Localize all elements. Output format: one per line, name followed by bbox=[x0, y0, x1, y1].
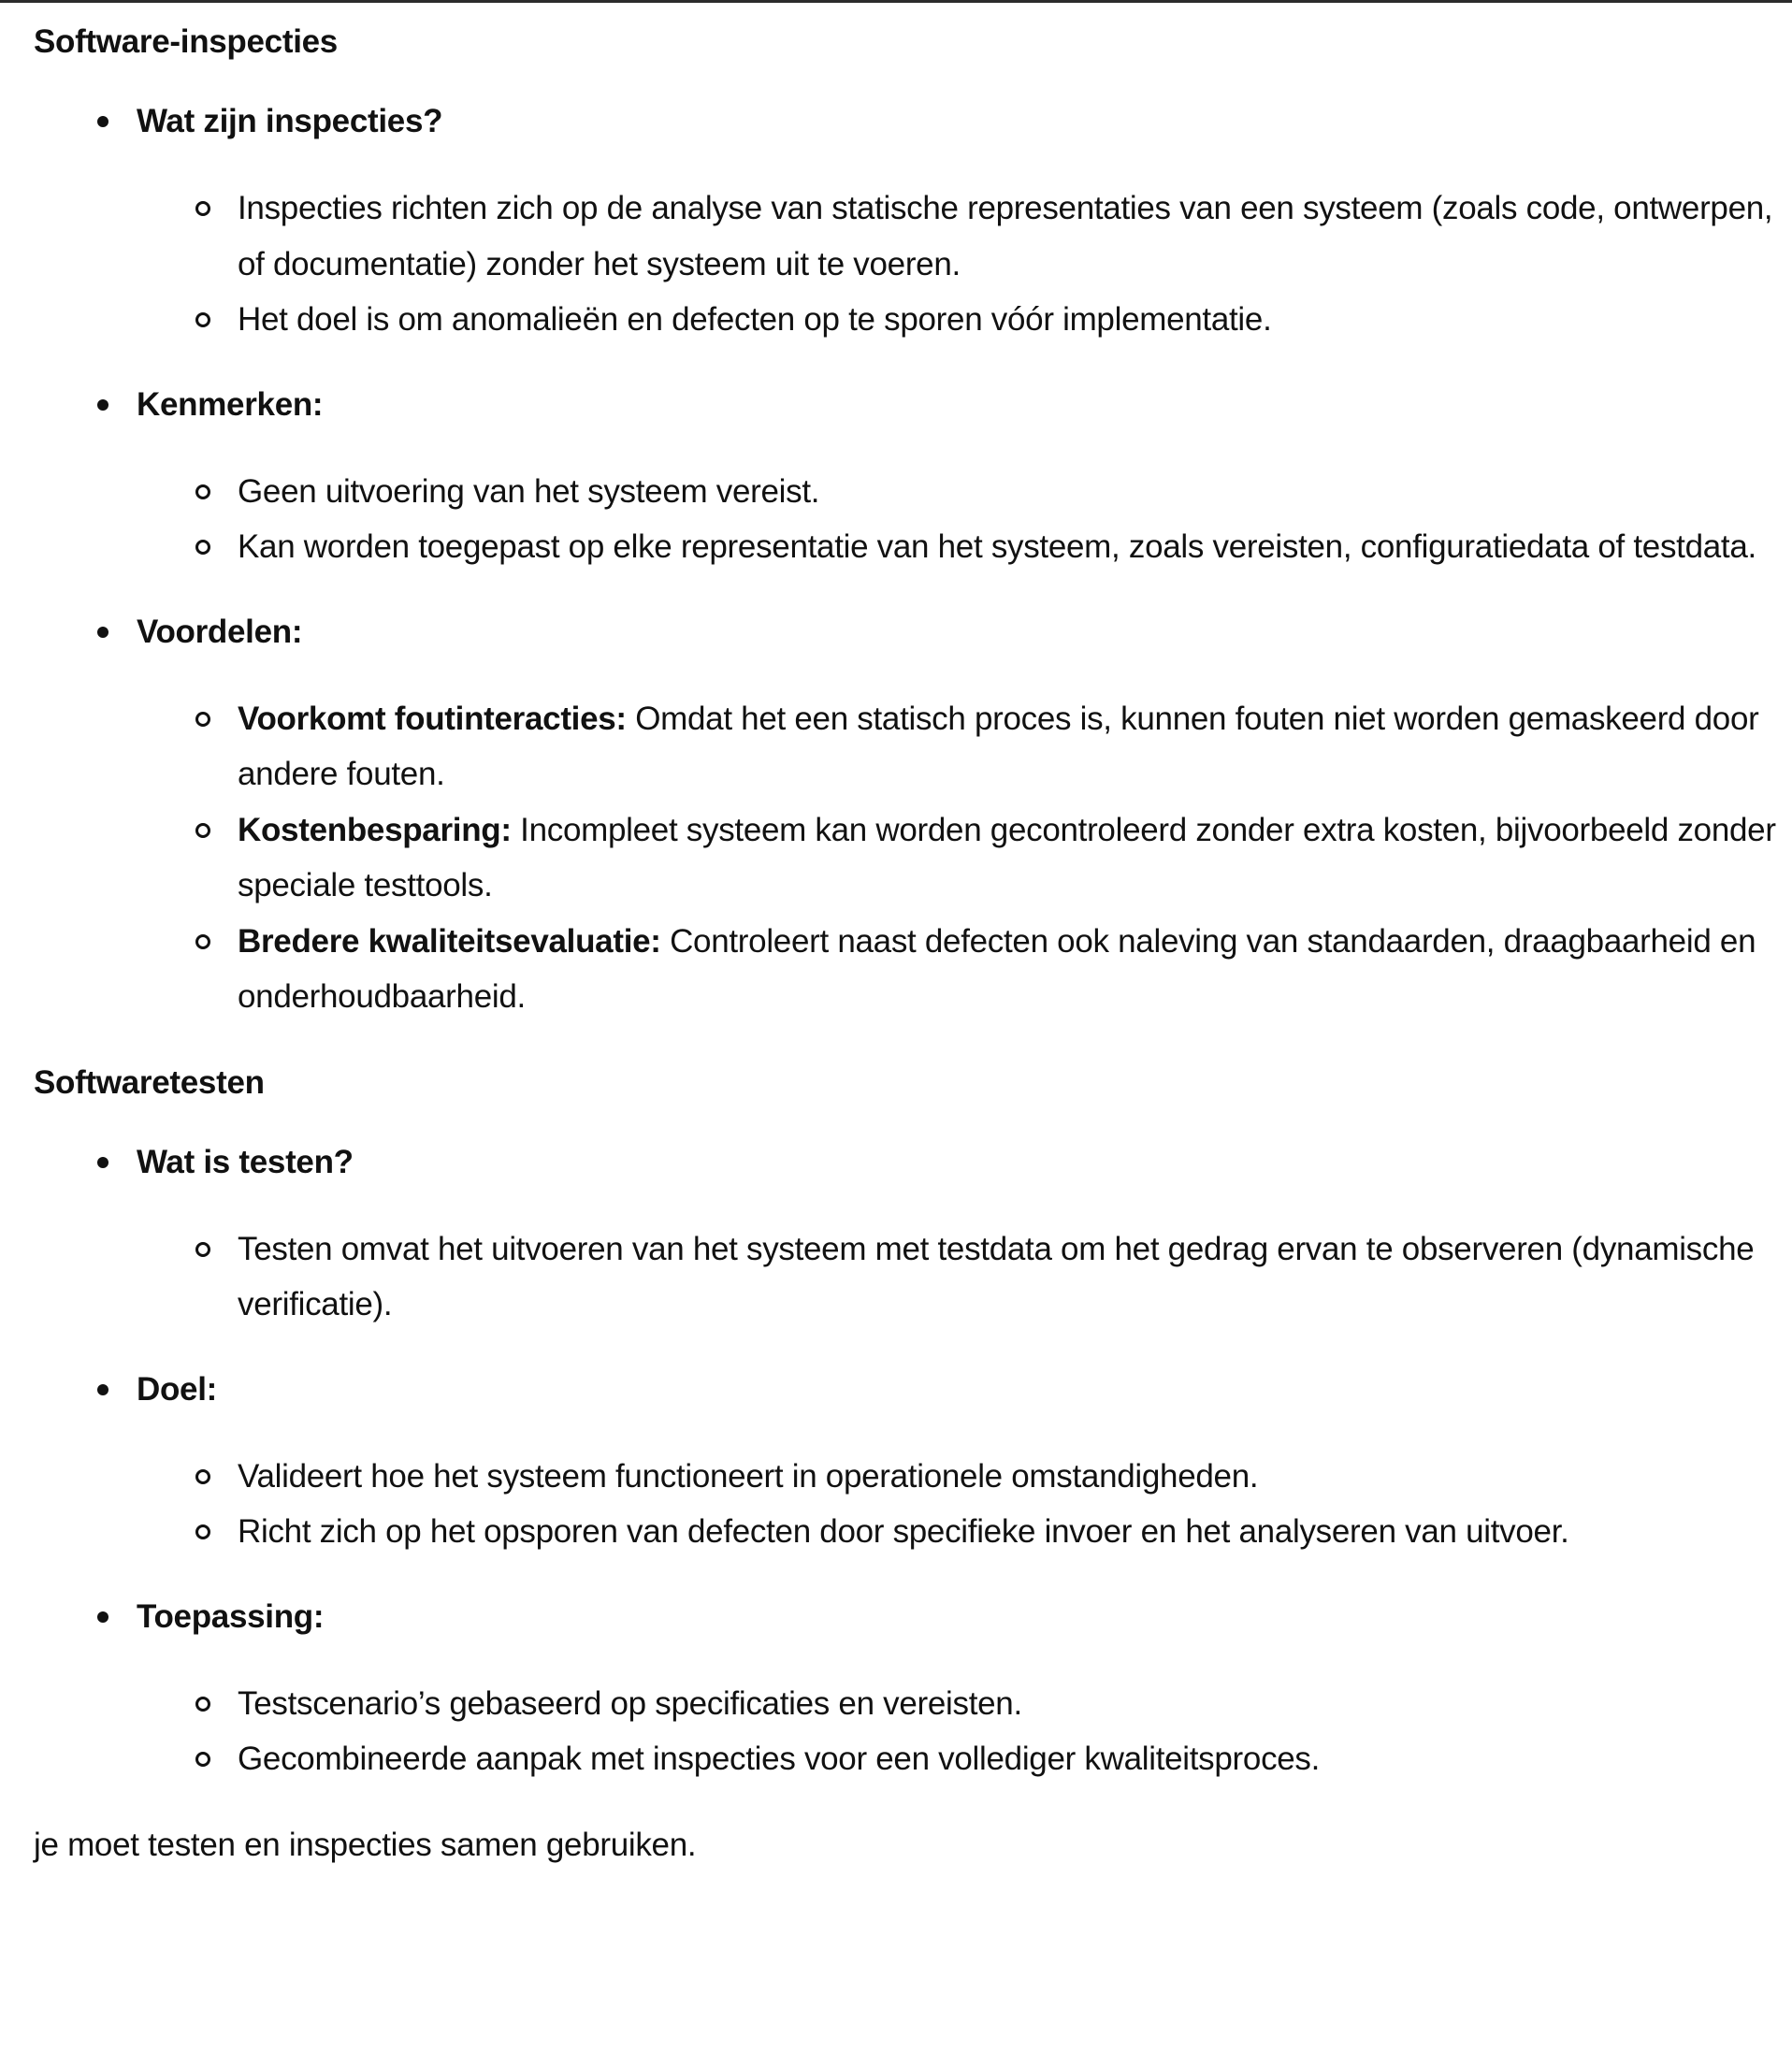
bullet-heading: Voordelen: bbox=[137, 610, 1792, 655]
sub-item-text: Testen omvat het uitvoeren van het systeem met testdata om het gedrag ervan te observeren (dynamische verificatie). bbox=[238, 1230, 1755, 1322]
sub-item-text: Gecombineerde aanpak met inspecties voor een vollediger kwaliteitsproces. bbox=[238, 1741, 1321, 1777]
sub-item-lead: Bredere kwaliteitsevaluatie: bbox=[238, 922, 661, 960]
closing-remark: je moet testen en inspecties samen gebruiken. bbox=[34, 1826, 697, 1863]
testen-bullet-list bbox=[34, 1140, 1792, 1787]
bullet-heading: Doel: bbox=[137, 1367, 1792, 1412]
bullet-doel bbox=[34, 1367, 1792, 1560]
sub-item-text: Kan worden toegepast op elke representatie van het systeem, zoals vereisten, configuratiedata of testdata. bbox=[238, 528, 1756, 565]
sub-list bbox=[137, 1676, 1792, 1787]
sub-item bbox=[137, 1449, 1792, 1505]
section-title-inspecties: Software-inspecties bbox=[34, 23, 338, 60]
sub-item-text: Omdat het een statisch proces is, kunnen fouten niet worden gemaskeerd door andere fouten. bbox=[238, 700, 1759, 792]
sub-item bbox=[137, 914, 1792, 1025]
section-title-softwaretesten: Softwaretesten bbox=[34, 1063, 265, 1101]
sub-item-text: Richt zich op het opsporen van defecten door specifieke invoer en het analyseren van uitvoer. bbox=[238, 1513, 1569, 1550]
sub-item-text: Geen uitvoering van het systeem vereist. bbox=[238, 472, 820, 510]
sub-item bbox=[137, 1221, 1792, 1333]
bullet-heading: Kenmerken: bbox=[137, 383, 1792, 427]
sub-list bbox=[137, 691, 1792, 1025]
inspecties-bullet-list bbox=[34, 99, 1792, 1025]
document-page bbox=[0, 3, 1792, 2066]
sub-item-text: Incompleet systeem kan worden gecontroleerd zonder extra kosten, bijvoorbeeld zonder speciale testtools. bbox=[238, 811, 1776, 903]
bullet-toepassing bbox=[34, 1595, 1792, 1787]
sub-item-lead: Kostenbesparing: bbox=[238, 811, 512, 848]
bullet-voordelen bbox=[34, 610, 1792, 1025]
bullet-heading: Toepassing: bbox=[137, 1595, 1792, 1640]
sub-item bbox=[137, 1676, 1792, 1732]
sub-list bbox=[137, 464, 1792, 575]
bullet-heading: Wat is testen? bbox=[137, 1140, 1792, 1185]
sub-item bbox=[137, 464, 1792, 520]
sub-item-text: Inspecties richten zich op de analyse van statische representaties van een systeem (zoals code, ontwerpen, of documentatie) zonder het systeem uit te voeren. bbox=[238, 190, 1773, 282]
bullet-heading: Wat zijn inspecties? bbox=[137, 99, 1792, 144]
sub-item-text: Valideert hoe het systeem functioneert in operationele omstandigheden. bbox=[238, 1457, 1259, 1495]
bullet-kenmerken bbox=[34, 383, 1792, 575]
sub-item bbox=[137, 181, 1792, 292]
sub-item-text: Het doel is om anomalieën en defecten op te sporen vóór implementatie. bbox=[238, 301, 1272, 338]
sub-item bbox=[137, 1504, 1792, 1560]
sub-item bbox=[137, 1731, 1792, 1787]
sub-list bbox=[137, 1221, 1792, 1333]
sub-item-text: Testscenario’s gebaseerd op specificaties en vereisten. bbox=[238, 1684, 1022, 1722]
sub-list bbox=[137, 181, 1792, 348]
sub-item bbox=[137, 519, 1792, 575]
sub-item bbox=[137, 691, 1792, 802]
bullet-wat-is-testen bbox=[34, 1140, 1792, 1333]
sub-item-lead: Voorkomt foutinteracties: bbox=[238, 700, 627, 737]
bullet-wat-zijn-inspecties bbox=[34, 99, 1792, 348]
sub-item bbox=[137, 802, 1792, 914]
sub-list bbox=[137, 1449, 1792, 1560]
sub-item bbox=[137, 292, 1792, 348]
sub-item-text: Controleert naast defecten ook naleving van standaarden, draagbaarheid en onderhoudbaarheid. bbox=[238, 922, 1756, 1015]
